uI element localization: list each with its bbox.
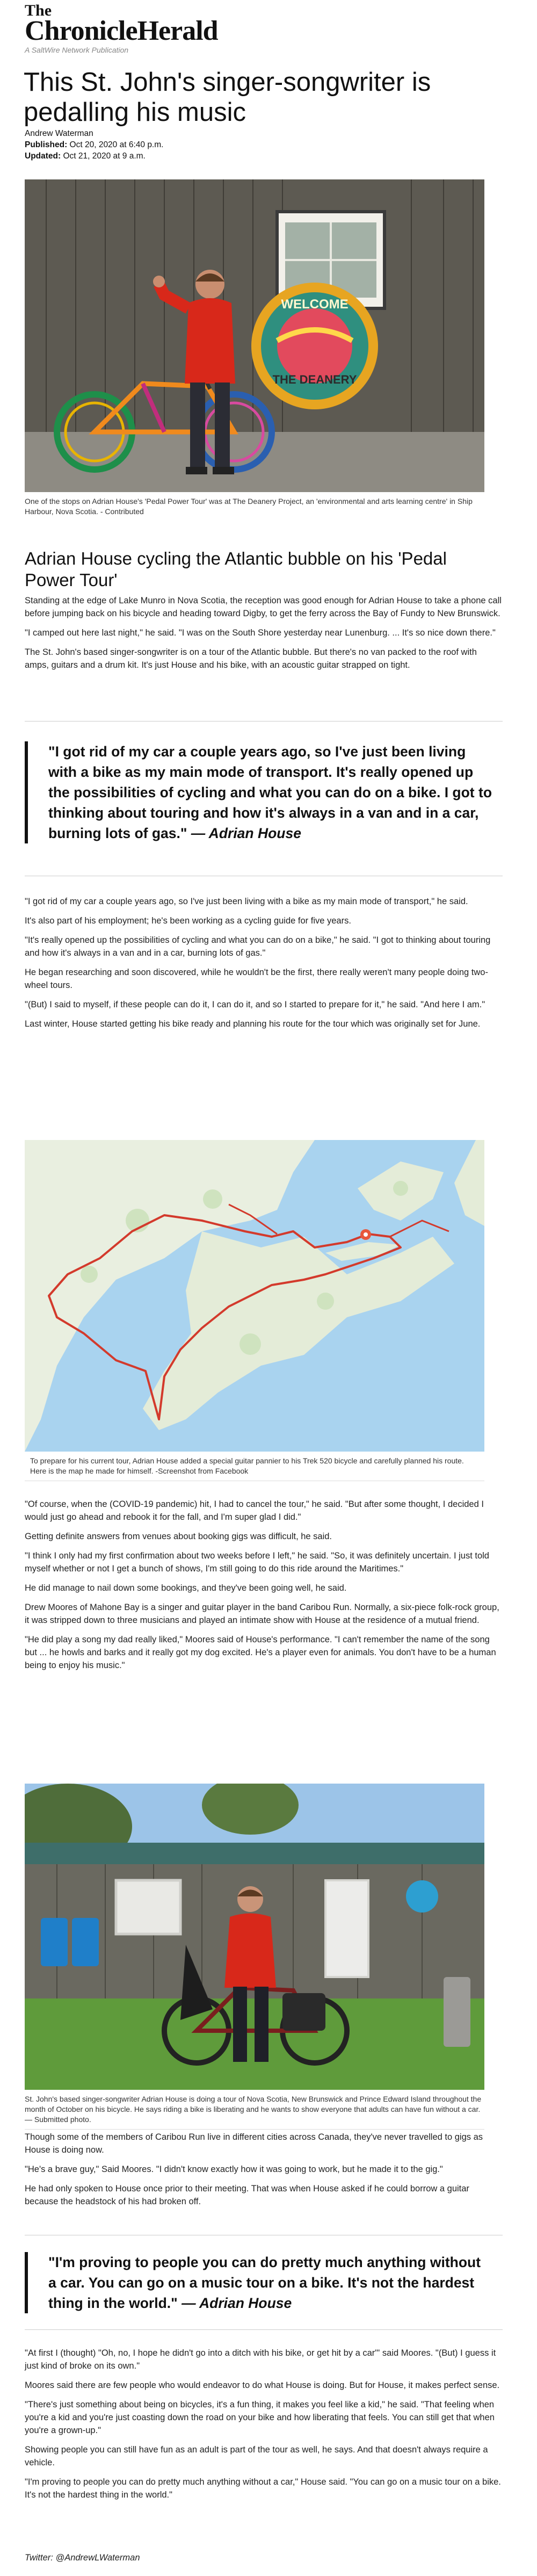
- paragraph: Last winter, House started getting his bike ready and planning his route for the tour which was originally set for June.: [25, 1019, 481, 1029]
- paragraph: He did manage to nail down some bookings, and they've been going well, he said.: [25, 1583, 347, 1593]
- quote-text: [48, 2252, 492, 2313]
- paragraph: "It's really opened up the possibilities of cycling and what you can do on a bike," he said. "I got to thinking about touring and how it's always in a van and in a car, burning lots of gas.": [25, 935, 491, 958]
- figure-deanery: [25, 179, 484, 517]
- published-date: [25, 139, 163, 150]
- article-section-3: [25, 1498, 503, 1678]
- paragraph: "He did play a song my dad really liked," Moores said of House's performance. "I can't remember the name of the song but ... he howls and barks and it really got my dog excited. He's a player even for animals. You don't have to be a human being to enjoy his music.": [25, 1635, 496, 1670]
- paragraph: "Of course, when the (COVID-19 pandemic) hit, I had to cancel the tour," he said. "But after some thought, I decided I would just go ahead and rebook it for the fall, and I'm super glad I did.": [25, 1499, 484, 1522]
- quote-body: "I'm proving to people you can do pretty much anything without a car. You can go on a music tour on a bike. It's not the hardest thing in the world.": [48, 2254, 481, 2311]
- article-section-4: [25, 2131, 503, 2214]
- divider: [25, 2329, 503, 2330]
- updated-label: Updated:: [25, 151, 61, 161]
- route-map[interactable]: [25, 1140, 484, 1452]
- photo-house-bike[interactable]: [25, 1784, 484, 2090]
- updated-date: [25, 150, 163, 162]
- photo-house-bike-svg: [25, 1784, 484, 2090]
- published-label: Published:: [25, 140, 68, 149]
- paragraph: "I'm proving to people you can do pretty much anything without a car," House said. "You can go on a music tour on a bike. It's not the hardest thing in the world.": [25, 2477, 501, 2500]
- paragraph: Showing people you can still have fun as an adult is part of the tour as well, he says. And that doesn't always require a vehicle.: [25, 2445, 488, 2467]
- sign-text: THE DEANERY: [272, 373, 357, 386]
- quote-text: [48, 741, 492, 843]
- brand-tagline: A SaltWire Network Publication: [25, 46, 129, 54]
- photo-caption: St. John's based singer-songwriter Adrian House is doing a tour of Nova Scotia, New Brunswick and Prince Edward Island throughout the month of October on his bicycle. He says riding a bike is liberating and he wants to show everyone that adults can have fun without a car. — Submitted photo.: [25, 2095, 482, 2124]
- quote-attribution: — Adrian House: [182, 2295, 292, 2311]
- deanery-sign: [251, 283, 378, 409]
- masthead[interactable]: [25, 3, 218, 54]
- updated-value: Oct 21, 2020 at 9 a.m.: [63, 151, 146, 161]
- byline: [25, 128, 163, 162]
- paragraph: Drew Moores of Mahone Bay is a singer and guitar player in the band Caribou Run. Normally, a six-piece folk-rock group, it was stripped down to three musicians and played an intimate show with House at the residence of a mutual friend.: [25, 1603, 499, 1625]
- paragraph: "At first I (thought) "Oh, no, I hope he didn't go into a ditch with his bike, or get hit by a car"' said Moores. "(But) I guess it just kind of broke on its own.": [25, 2348, 496, 2371]
- published-value: Oct 20, 2020 at 6:40 p.m.: [69, 140, 164, 149]
- article-subhead: Adrian House cycling the Atlantic bubble on his 'Pedal Power Tour': [25, 549, 447, 590]
- paragraph: "I think I only had my first confirmation about two weeks before I left," he said. "So, it was definitely uncertain. I just told myself whether or not I get a bunch of shows, I'm still going to do this ride around the Maritimes.": [25, 1551, 489, 1574]
- paragraph: He had only spoken to House once prior to their meeting. That was when House asked if he could borrow a guitar because the headstock of his had broken off.: [25, 2184, 469, 2206]
- paragraph: "I got rid of my car a couple years ago, so I've just been living with a bike as my main mode of transport," he said.: [25, 897, 468, 906]
- article-section-1: [25, 594, 503, 678]
- paragraph: Moores said there are few people who would endeavor to do what House is doing. But for House, it makes perfect sense.: [25, 2380, 500, 2390]
- paragraph: The St. John's based singer-songwriter is on a tour of the Atlantic bubble. But there's no van packed to the roof with amps, guitars and a drum kit. It's just House and his bike, with an acoustic guitar strapped on tight.: [25, 647, 477, 670]
- map-caption: To prepare for his current tour, Adrian House added a special guitar pannier to his Trek 520 bicycle and carefully planned his route. Here is the map he made for himself. -Screenshot from Facebook: [30, 1456, 464, 1475]
- paragraph: "There's just something about being on bicycles, it's a fun thing, it makes you feel like a kid," he said. "That feeling when you're a kid and you're just coasting down the road on your bike and how liberating that feels. You can still get that when you're a grown-up.": [25, 2400, 495, 2435]
- photo-deanery-svg: [25, 179, 484, 492]
- pull-quote-1: [25, 741, 503, 843]
- photo-caption: One of the stops on Adrian House's 'Pedal Power Tour' was at The Deanery Project, an 'environmental and arts learning centre' in Ship Harbour, Nova Scotia. - Contributed: [25, 497, 473, 516]
- paragraph: He began researching and soon discovered, while he wouldn't be the first, there really weren't many people doing two-wheel tours.: [25, 968, 488, 990]
- sign-top-text: WELCOME: [281, 297, 349, 312]
- article-section-5: [25, 2347, 503, 2508]
- route-map-svg: [25, 1140, 484, 1452]
- paragraph: It's also part of his employment; he's been working as a cycling guide for five years.: [25, 916, 351, 926]
- photo-deanery[interactable]: [25, 179, 484, 492]
- paragraph: Though some of the members of Caribou Run live in different cities across Canada, they've never travelled to gigs as House is doing now.: [25, 2132, 483, 2155]
- figure-house-bike: [25, 1784, 484, 2130]
- article-section-2: [25, 895, 503, 1037]
- brand-logo: ChronicleHerald: [25, 16, 218, 46]
- page-title: This St. John's singer-songwriter is pedalling his music: [24, 68, 431, 127]
- paragraph: "He's a brave guy," Said Moores. "I didn't know exactly how it was going to work, but he made it to the gig.": [25, 2164, 443, 2174]
- quote-body: "I got rid of my car a couple years ago, so I've just been living with a bike as my main mode of transport. It's really opened up the possibilities of cycling and what you can do on a bike. I got to thinking about touring and how it's always in a van and in a car, burning lots of gas.": [48, 744, 492, 841]
- paragraph: "(But) I said to myself, if these people can do it, I can do it, and so I started to prepare for it," he said. "And here I am.": [25, 1000, 485, 1009]
- paragraph: "I camped out here last night," he said. "I was on the South Shore yesterday near Lunenburg. ... It's so nice down there.": [25, 628, 496, 638]
- pull-quote-2: [25, 2252, 503, 2313]
- quote-attribution: — Adrian House: [191, 825, 301, 841]
- author-name: Andrew Waterman: [25, 129, 93, 138]
- figure-map: [25, 1140, 484, 1481]
- brand-the: The: [25, 2, 52, 19]
- paragraph: Standing at the edge of Lake Munro in Nova Scotia, the reception was good enough for Adrian House to take a phone call before jumping back on his bicycle and heading toward Digby, to get the ferry across the Bay of Fundy to New Brunswick.: [25, 596, 502, 618]
- paragraph: Getting definite answers from venues about booking gigs was difficult, he said.: [25, 1532, 332, 1541]
- author-twitter-handle[interactable]: Twitter: @AndrewLWaterman: [25, 2553, 140, 2563]
